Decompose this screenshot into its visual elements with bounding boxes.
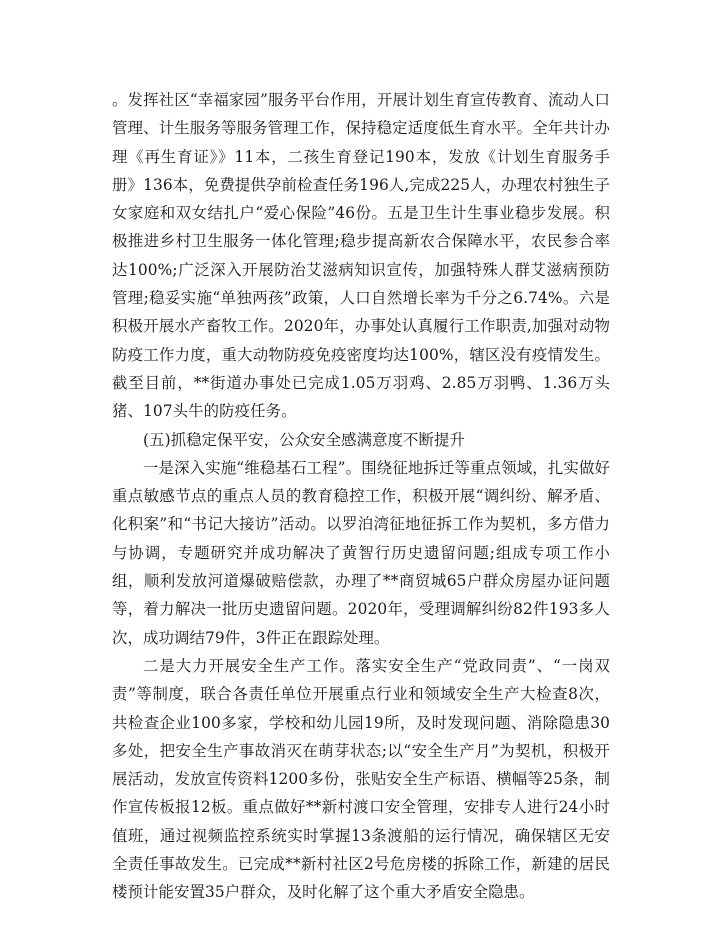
document-body <box>112 86 610 907</box>
paragraph-production-safety: 二是大力开展安全生产工作。落实安全生产“党政同责”、“一岗双责”等制度，联合各责任单位开展重点行业和领域安全生产大检查8次，共检查企业100多家，学校和幼儿园19所，及时发现问题、消除隐患30多处，把安全生产事故消灭在萌芽状态;以“安全生产月”为契机，积极开展活动，发放宣传资料1200多份，张贴安全生产标语、横幅等25条，制作宣传板报12板。重点做好**新村渡口安全管理，安排专人进行24小时值班，通过视频监控系统实时掌握13条渡船的运行情况，确保辖区无安全责任事故发生。已完成**新村社区2号危房楼的拆除工作，新建的居民楼预计能安置35户群众，及时化解了这个重大矛盾安全隐患。 <box>112 656 610 902</box>
paragraph-family-planning-health: 。发挥社区“幸福家园”服务平台作用，开展计划生育宣传教育、流动人口管理、计生服务等服务管理工作，保持稳定适度低生育水平。全年共计办理《再生育证》》11本，二孩生育登记190本，发放《计划生育服务手册》136本，免费提供孕前检查任务196人,完成225人，办理农村独生子女家庭和双女结扎户“爱心保险”46份。五是卫生计生事业稳步发展。积极推进乡村卫生服务一体化管理;稳步提高新农合保障水平，农民参合率达100%;广泛深入开展防治艾滋病知识宣传，加强特殊人群艾滋病预防管理;稳妥实施“单独两孩”政策，人口自然增长率为千分之6.74%。六是积极开展水产畜牧工作。2020年，办事处认真履行工作职责,加强对动物防疫工作力度，重大动物防疫免疫密度均达100%，辖区没有疫情发生。截至目前，**街道办事处已完成1.05万羽鸡、2.85万羽鸭、1.36万头猪、107头牛的防疫任务。 <box>112 91 610 421</box>
section-heading-stability-safety: (五)抓稳定保平安，公众安全感满意度不断提升 <box>143 430 466 449</box>
paragraph-stability-project: 一是深入实施“维稳基石工程”。围绕征地拆迁等重点领域，扎实做好重点敏感节点的重点人员的教育稳控工作，积极开展“调纠纷、解矛盾、化积案”和“书记大接访”活动。以罗泊湾征地征拆工作为契机，多方借力与协调，专题研究并成功解决了黄智行历史遗留问题;组成专项工作小组，顺利发放河道爆破赔偿款，办理了**商贸城65户群众房屋办证问题等，着力解决一批历史遗留问题。2020年，受理调解纠纷82件193多人次，成功调结79件，3件正在跟踪处理。 <box>112 458 610 647</box>
